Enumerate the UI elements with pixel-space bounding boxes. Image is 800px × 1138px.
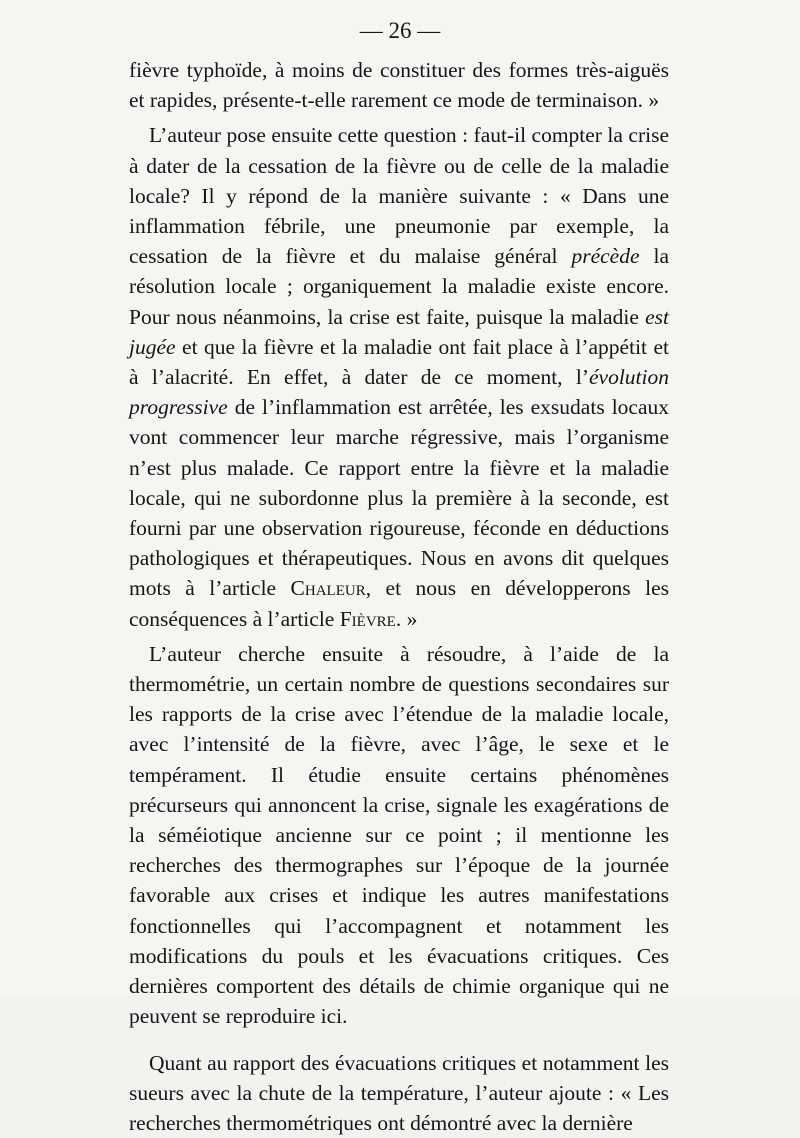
italic-term-precede: précède [557,244,639,268]
paragraph-3-text: L’auteur cherche ensuite à résoudre, à l’aide de la thermométrie, un certain nombre de questions secondaires sur les rapports de la crise avec l’étendue de la maladie locale, avec l’intensité de la fièvre, avec l’âge, le sexe et le tempérament. Il étudie ensuite certains phénomènes précurseurs qui annoncent la crise, signale les exagérations de la séméiotique ancienne sur ce point ; il mentionne les recherches des thermographes sur l’époque de la journée favorable aux crises et indique les autres manifestations fonctionnelles qui l’accompagnent et notamment les modifications du pouls et les évacuations critiques. Ces dernières comportent des détails de chimie organique qui ne peuvent se reproduire ici. [129,642,669,1028]
paragraph-2-text-after: de l’inflammation est arrêtée, les exsudats locaux vont commencer leur marche régressive, mais l’organisme n’est plus malade. Ce rapport entre la fièvre et la maladie locale, qui ne subordonne plus la première à la seconde, est fourni par une observation rigoureuse, féconde en déductions pathologiques et thérapeutiques. Nous en avons dit quelques mots à l’article [129,395,669,600]
paragraph-1-text: fièvre typhoïde, à moins de constituer des formes très-aiguës et rapides, présente-t-elle rarement ce mode de terminaison. » [129,58,669,112]
italic-term-est-jugee: est jugée [129,305,669,359]
paragraph-4 [129,1048,669,1138]
paragraph-2-text-between: la résolution locale ; organiquement la maladie existe encore. Pour nous néanmoins, la crise est faite, puisque la maladie [129,244,669,328]
small-caps-term-fievre: Fièvre [340,607,396,631]
paragraph-4-text: Quant au rapport des évacuations critiques et notamment les sueurs avec la chute de la température, l’auteur ajoute : « Les recherches thermométriques ont démontré avec la dernière [129,1051,669,1135]
paragraph-3 [129,639,669,1032]
small-caps-term-chaleur: Chaleur [291,576,366,600]
paragraph-1 [129,55,669,115]
small-caps-term-fievre-after: . » [396,607,418,631]
italic-term-evolution-progressive: évolution progressive [129,365,669,419]
paragraph-2-text-middle: et que la fièvre et la maladie ont fait place à l’appétit et à l’alacrité. En effet, à dater de ce moment, l’ [129,335,669,389]
page-number: — 26 — [0,18,800,44]
paragraph-2-text-before: L’auteur pose ensuite cette question : faut-il compter la crise à dater de la cessation de la fièvre ou de celle de la maladie locale? Il y répond de la manière suivante : « Dans une inflammation fébrile, une pneumonie par exemple, la cessation de la fièvre et du malaise général [129,123,669,268]
small-caps-term-chaleur-after: , et nous en développerons les conséquences à l’article [129,576,669,630]
paragraph-2 [129,120,669,633]
text-column [129,55,669,1138]
